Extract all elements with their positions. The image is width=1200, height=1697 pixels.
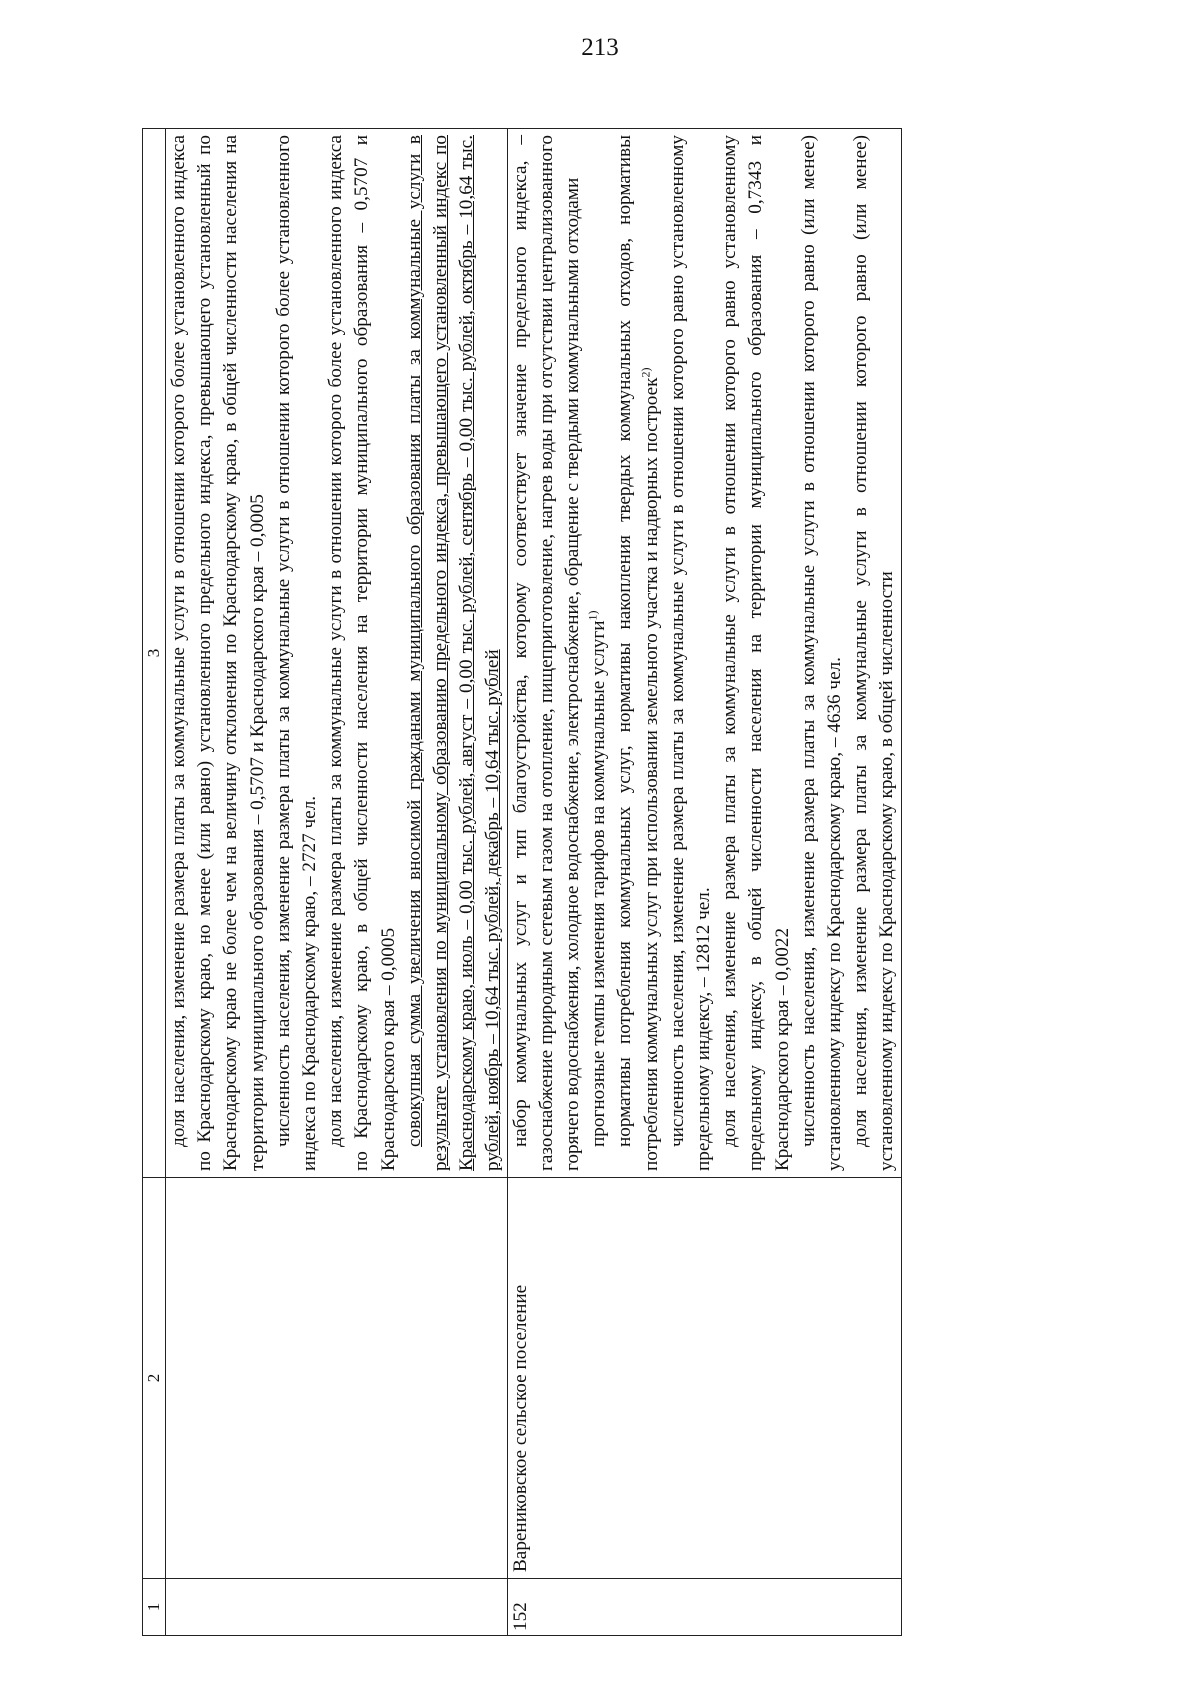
rotated-table-container	[142, 128, 1067, 1636]
paragraph: доля населения, изменение размера платы за коммунальные услуги в отношении которого более установленного индекса по Краснодарскому краю, в общей численности населения на территории муниципального образования – 0,5707 и Краснодарского края – 0,0005	[325, 135, 399, 1171]
paragraph: численность населения, изменение размера платы за коммунальные услуги в отношении которого равно установленному предельному индексу, – 12812 чел.	[666, 135, 715, 1171]
footnote-mark: 2)	[638, 367, 653, 378]
paragraph: доля населения, изменение размера платы за коммунальные услуги в отношении которого более установленного индекса по Краснодарскому краю, но менее (или равно) установленного предельного индекса, превышающего установленный по Краснодарскому краю не более чем на величину отклонения по Краснодарскому краю, в общей численности населения на территории муниципального образования – 0,5707 и Краснодарского края – 0,0005	[168, 135, 268, 1171]
header-col-2: 2	[143, 1178, 166, 1579]
paragraph: доля населения, изменение размера платы за коммунальные услуги в отношении которого равно установленному предельному индексу, в общей численности населения на территории муниципального образования – 0,7343 и Краснодарского края – 0,0022	[719, 135, 793, 1171]
footnote-mark: 1)	[585, 610, 600, 621]
settlement-name: Варениковское сельское поселение	[507, 1178, 901, 1579]
header-col-3: 3	[143, 129, 166, 1178]
paragraph: набор коммунальных услуг и тип благоустройства, которому соответствует значение предельного индекса, – газоснабжение природным сетевым газом на отопление, пищеприготовление, нагрев воды при отсутствии централизованного горячего водоснабжения, холодное водоснабжение, электроснабжение, обращение с твердыми коммунальными отходами	[509, 135, 584, 1171]
table-row-152	[507, 129, 901, 1636]
paragraph-text: нормативы потребления коммунальных услуг, нормативы накопления твердых коммунальных отходов, нормативы потребления коммунальных услуг при использовании земельного участка и надворных построек	[614, 135, 662, 1171]
table-row-continued	[166, 129, 508, 1636]
paragraph: доля населения, изменение размера платы за коммунальные услуги в отношении которого равно (или менее) установленному индексу по Краснодарскому краю, в общей численности	[850, 135, 898, 1171]
paragraph: совокупная сумма увеличения вносимой гражданами муниципального образования платы за коммунальные услуги в результате установления по муниципальному образованию предельного индекса, превышающего установленный индекс по Краснодарскому краю, июль – 0,00 тыс. рублей, август – 0,00 тыс. рублей, сентябрь – 0,00 тыс. рублей, октябрь – 10,64 тыс. рублей, ноябрь – 10,64 тыс. рублей, декабрь – 10,64 тыс. рублей	[403, 135, 504, 1171]
header-col-1: 1	[143, 1579, 166, 1636]
paragraph: численность населения, изменение размера платы за коммунальные услуги в отношении которого более установленного индекса по Краснодарскому краю, – 2727 чел.	[272, 135, 321, 1171]
data-table	[142, 128, 902, 1636]
row-number: 152	[507, 1579, 901, 1636]
header-row	[143, 129, 166, 1636]
cell-number	[166, 1579, 508, 1636]
page-number: 213	[581, 34, 619, 61]
paragraph-text: прогнозные темпы изменения тарифов на коммунальные услуги	[588, 620, 610, 1147]
paragraph: численность населения, изменение размера платы за коммунальные услуги в отношении которого равно (или менее) установленному индексу по Краснодарскому краю, – 4636 чел.	[797, 135, 846, 1171]
cell-description	[507, 129, 901, 1178]
paragraph	[586, 135, 612, 1171]
cell-description	[166, 129, 508, 1178]
paragraph	[612, 135, 664, 1171]
cell-name	[166, 1178, 508, 1579]
